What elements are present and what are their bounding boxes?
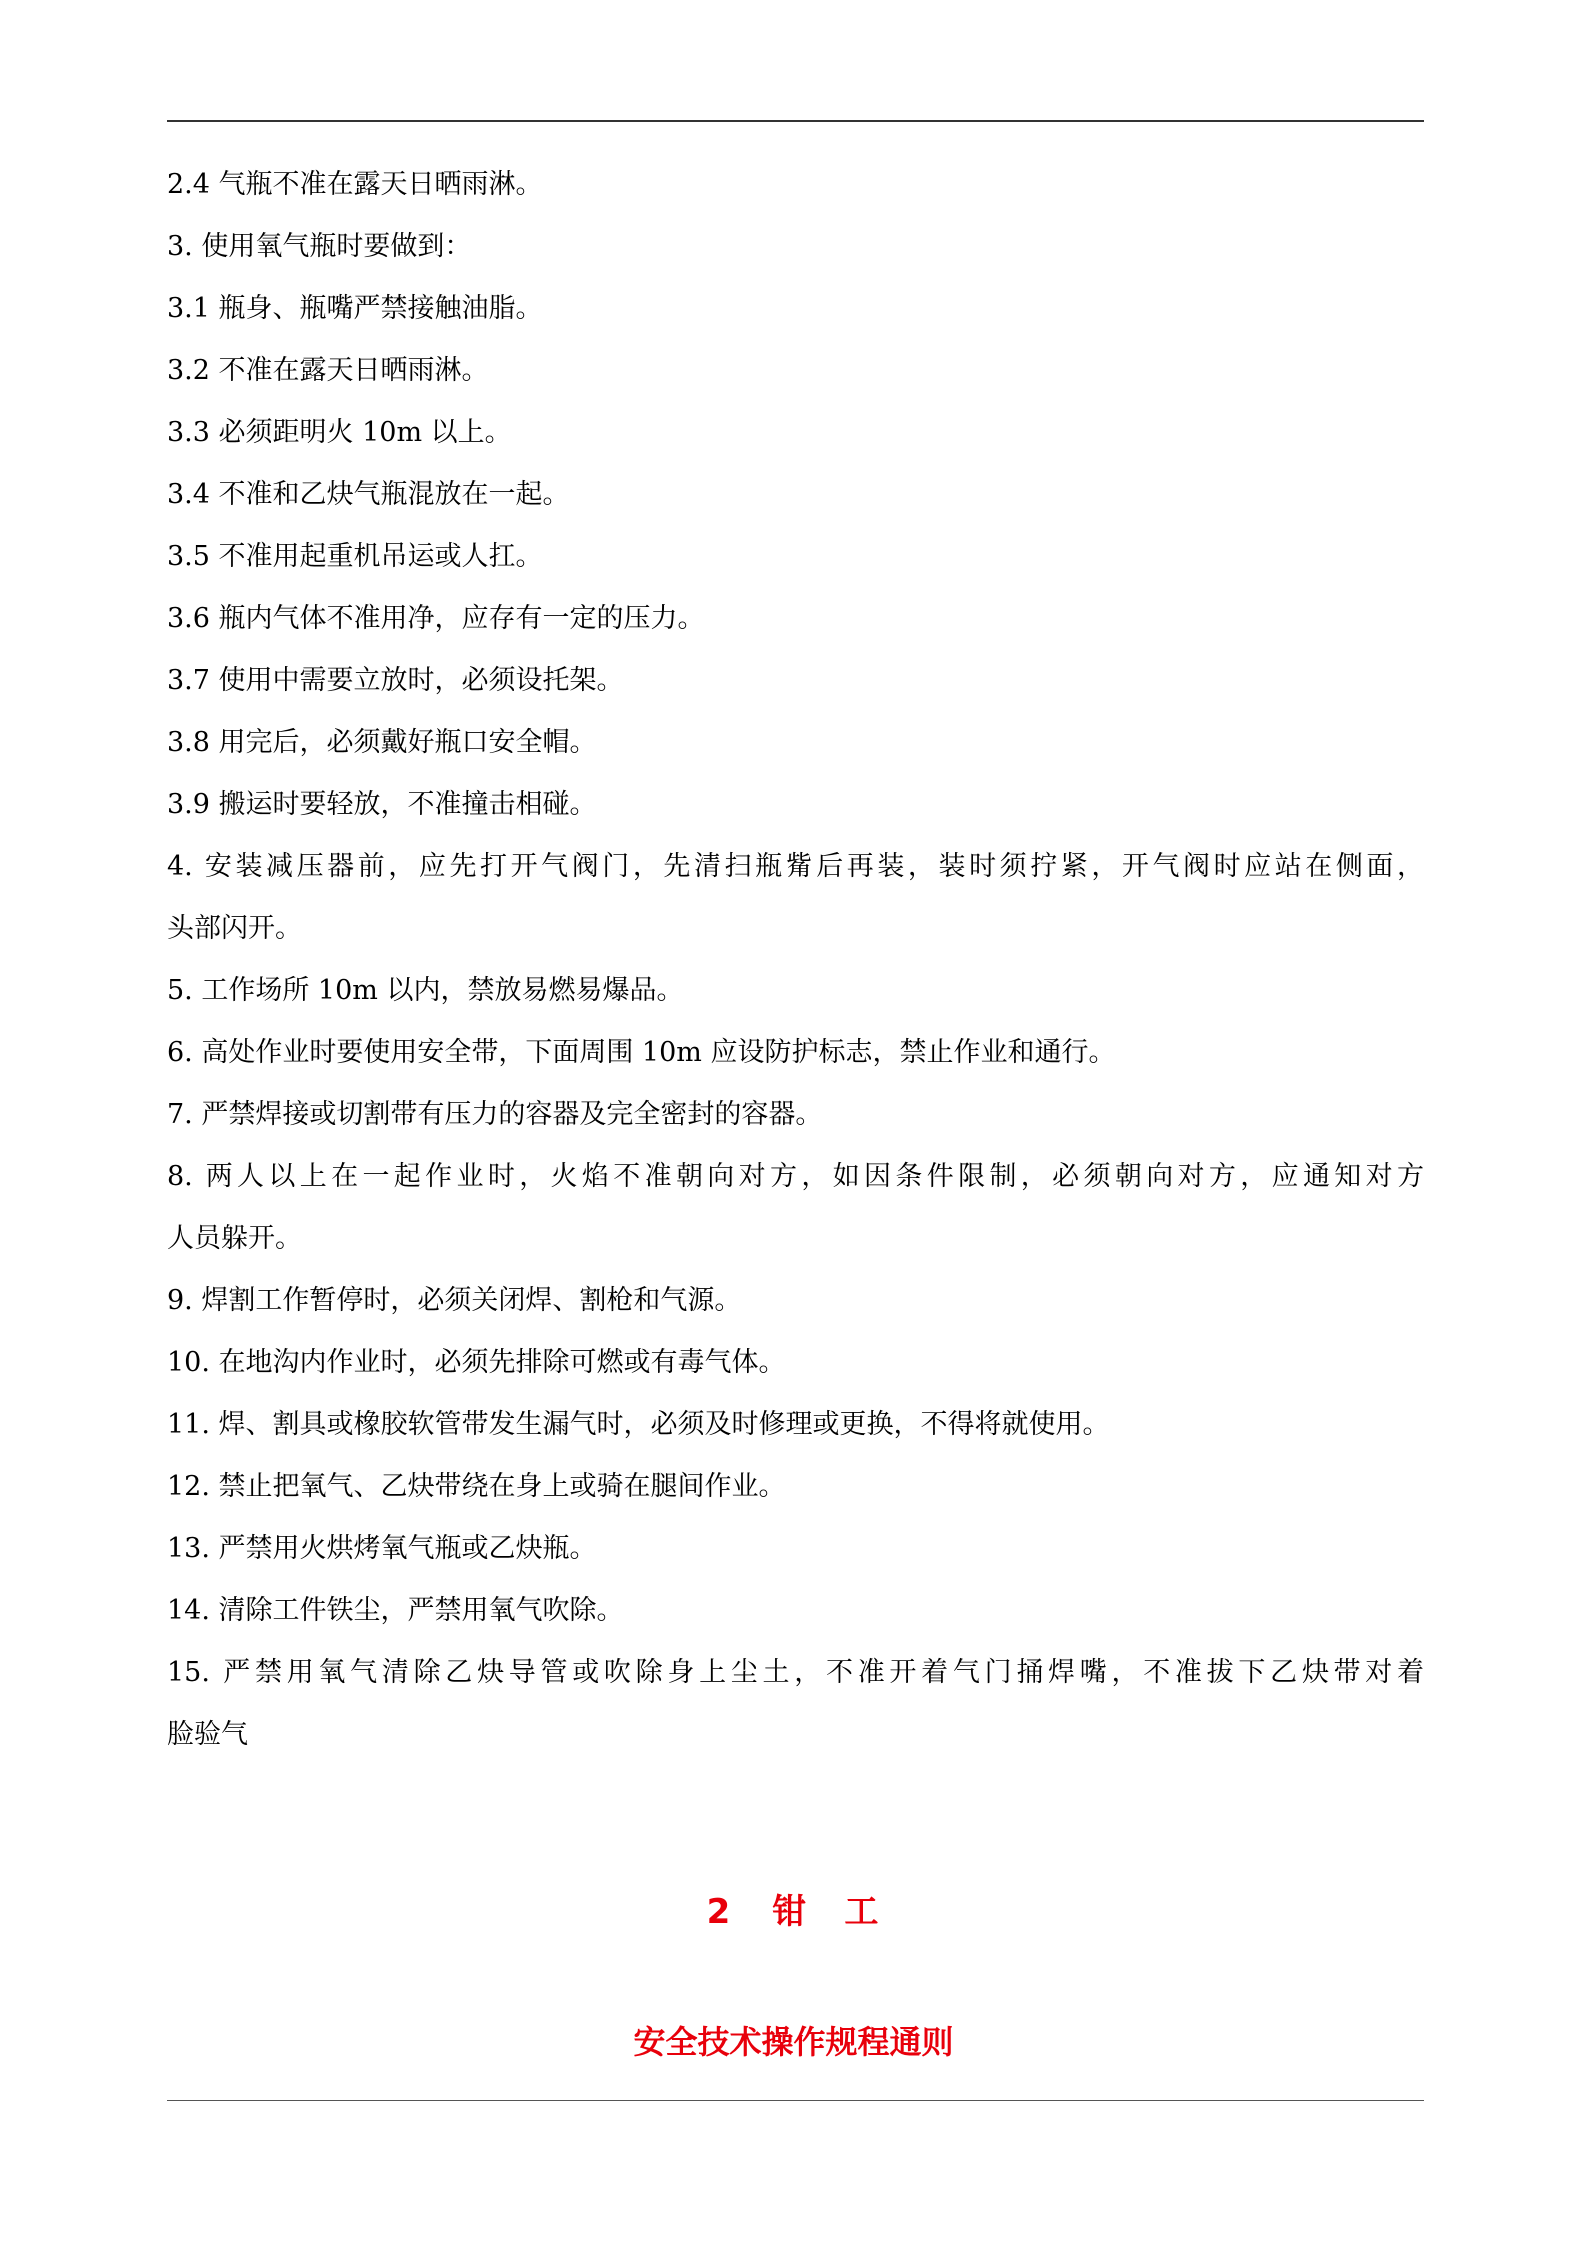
paragraph-9: 9. 焊割工作暂停时，必须关闭焊、割枪和气源。 [167,1285,742,1316]
paragraph-3-6: 3.6 瓶内气体不准用净，应存有一定的压力。 [167,603,705,634]
paragraph-4: 4. 安装减压器前，应先打开气阀门，先清扫瓶觜后再装，装时须拧紧，开气阀时应站在侧面， [167,851,1424,882]
paragraph-5: 5. 工作场所 10m 以内，禁放易燃易爆品。 [167,975,684,1006]
paragraph-3-1: 3.1 瓶身、瓶嘴严禁接触油脂。 [167,293,543,324]
document-body [167,154,1424,1766]
paragraph-15-cont: 脸验气 [167,1719,248,1750]
paragraph-15: 15. 严禁用氧气清除乙炔导管或吹除身上尘土，不准开着气门捅焊嘴，不准拔下乙炔带对着 [167,1657,1424,1688]
section-name: 钳 工 [772,1892,881,1932]
paragraph-3-9: 3.9 搬运时要轻放，不准撞击相碰。 [167,789,597,820]
paragraph-8-cont: 人员躲开。 [167,1223,302,1254]
paragraph-3-2: 3.2 不准在露天日晒雨淋。 [167,355,489,386]
paragraph-7: 7. 严禁焊接或切割带有压力的容器及完全密封的容器。 [167,1099,823,1130]
section-number: 2 [706,1892,733,1932]
paragraph-3: 3. 使用氧气瓶时要做到： [167,231,472,262]
paragraph-4-cont: 头部闪开。 [167,913,302,944]
paragraph-11: 11. 焊、割具或橡胶软管带发生漏气时，必须及时修理或更换，不得将就使用。 [167,1409,1110,1440]
paragraph-10: 10. 在地沟内作业时，必须先排除可燃或有毒气体。 [167,1347,786,1378]
paragraph-2-4: 2.4 气瓶不准在露天日晒雨淋。 [167,169,543,200]
paragraph-3-8: 3.8 用完后，必须戴好瓶口安全帽。 [167,727,597,758]
paragraph-3-4: 3.4 不准和乙炔气瓶混放在一起。 [167,479,570,510]
paragraph-12: 12. 禁止把氧气、乙炔带绕在身上或骑在腿间作业。 [167,1471,786,1502]
paragraph-13: 13. 严禁用火烘烤氧气瓶或乙炔瓶。 [167,1533,597,1564]
header-rule [167,120,1424,122]
paragraph-6: 6. 高处作业时要使用安全带，下面周围 10m 应设防护标志，禁止作业和通行。 [167,1037,1116,1068]
footer-rule [167,2100,1424,2101]
paragraph-3-5: 3.5 不准用起重机吊运或人扛。 [167,541,543,572]
paragraph-3-3: 3.3 必须距明火 10m 以上。 [167,417,512,448]
paragraph-8: 8. 两人以上在一起作业时，火焰不准朝向对方，如因条件限制，必须朝向对方，应通知对方 [167,1161,1424,1192]
section-heading [0,1884,1587,1940]
paragraph-14: 14. 清除工件铁尘，严禁用氧气吹除。 [167,1595,624,1626]
section-title: 安全技术操作规程通则 [633,2023,954,2061]
paragraph-3-7: 3.7 使用中需要立放时，必须设托架。 [167,665,624,696]
